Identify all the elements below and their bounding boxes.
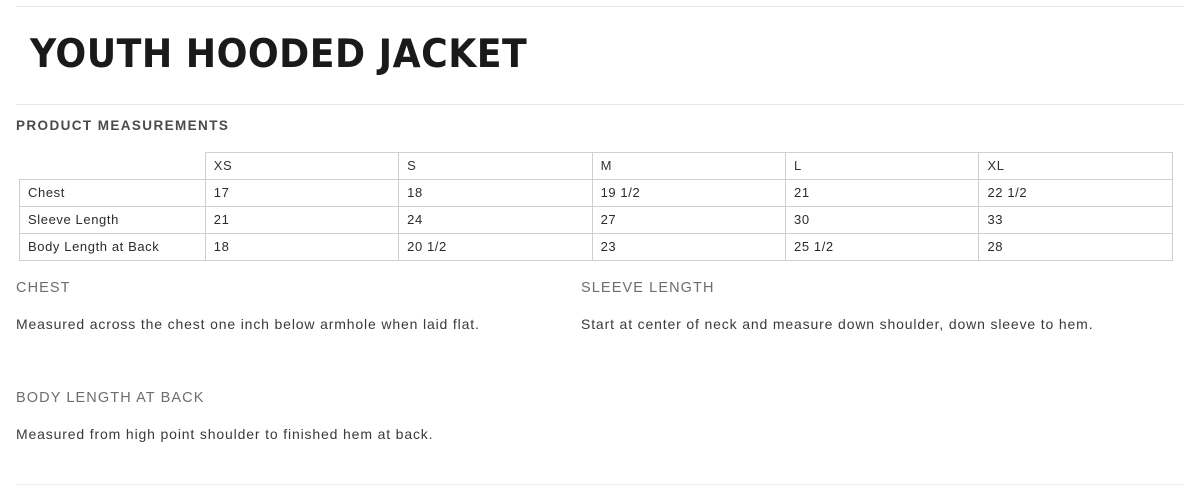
cell-body-length-xl: 28 <box>979 234 1173 261</box>
cell-sleeve-xl: 33 <box>979 207 1173 234</box>
cell-body-length-xs: 18 <box>205 234 398 261</box>
row-header-sleeve-length: Sleeve Length <box>20 207 206 234</box>
note-body-length-at-back <box>16 390 581 448</box>
cell-chest-s: 18 <box>399 180 592 207</box>
cell-chest-xs: 17 <box>205 180 398 207</box>
note-heading-sleeve-length: SLEEVE LENGTH <box>581 280 715 296</box>
cell-body-length-m: 23 <box>592 234 785 261</box>
note-chest <box>16 280 581 338</box>
title-divider <box>16 104 1184 105</box>
cell-sleeve-l: 30 <box>786 207 979 234</box>
cell-chest-xl: 22 1/2 <box>979 180 1173 207</box>
table-body <box>20 180 1173 261</box>
note-heading-body-length-at-back: BODY LENGTH AT BACK <box>16 390 205 406</box>
bottom-divider <box>16 484 1184 485</box>
table-row <box>20 234 1173 261</box>
cell-chest-l: 21 <box>786 180 979 207</box>
measurement-notes <box>16 280 1176 448</box>
top-divider <box>16 6 1184 7</box>
table-header-row <box>20 153 1173 180</box>
row-header-body-length-at-back: Body Length at Back <box>20 234 206 261</box>
note-sleeve-length <box>581 280 1146 338</box>
column-header-s: S <box>399 153 592 180</box>
note-body-sleeve-length: Start at center of neck and measure down shoulder, down sleeve to hem. <box>581 316 1094 332</box>
cell-body-length-l: 25 1/2 <box>786 234 979 261</box>
row-header-chest: Chest <box>20 180 206 207</box>
page-title: YOUTH HOODED JACKET <box>30 32 528 77</box>
table-header <box>20 153 1173 180</box>
measurements-table <box>19 152 1173 261</box>
notes-row-primary <box>16 280 1176 338</box>
column-header-xl: XL <box>979 153 1173 180</box>
column-header-xs: XS <box>205 153 398 180</box>
cell-sleeve-s: 24 <box>399 207 592 234</box>
table-row <box>20 180 1173 207</box>
column-header-l: L <box>786 153 979 180</box>
cell-sleeve-xs: 21 <box>205 207 398 234</box>
table-corner-header <box>20 153 206 180</box>
note-body-body-length-at-back: Measured from high point shoulder to finished hem at back. <box>16 426 434 442</box>
note-heading-chest: CHEST <box>16 280 71 296</box>
column-header-m: M <box>592 153 785 180</box>
notes-row-secondary <box>16 390 1176 448</box>
section-label-product-measurements: PRODUCT MEASUREMENTS <box>16 118 230 133</box>
cell-body-length-s: 20 1/2 <box>399 234 592 261</box>
note-body-chest: Measured across the chest one inch below armhole when laid flat. <box>16 316 480 332</box>
table-row <box>20 207 1173 234</box>
cell-chest-m: 19 1/2 <box>592 180 785 207</box>
cell-sleeve-m: 27 <box>592 207 785 234</box>
